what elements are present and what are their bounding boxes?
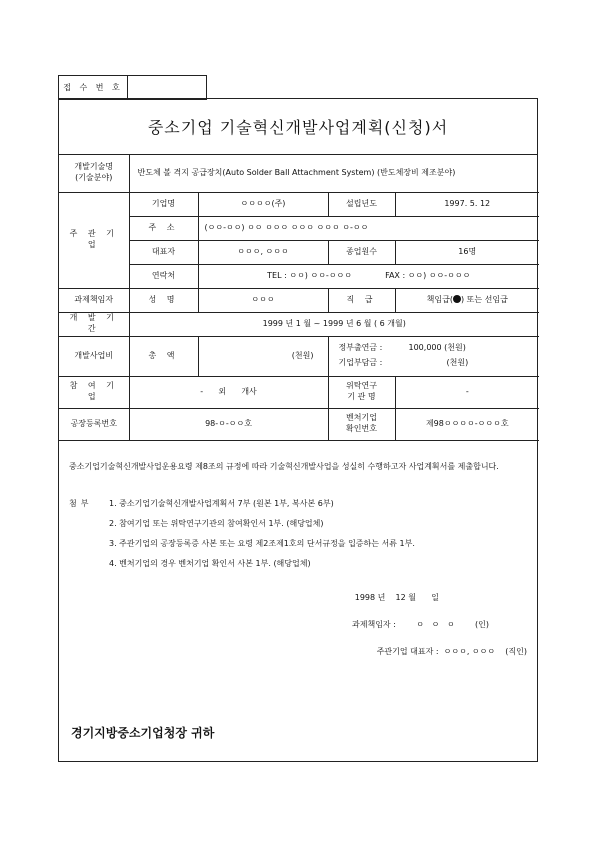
gov-fund-label: 정부출연금 : <box>338 343 383 353</box>
rank-value: 책임급( ) 또는 선임급 <box>395 288 539 312</box>
ceo-value[interactable]: ㅇㅇㅇ, ㅇㅇㅇ <box>198 240 328 264</box>
funding-breakdown <box>328 336 539 376</box>
cost-label: 개발사업비 <box>59 336 129 376</box>
form-title: 중소기업 기술혁신개발사업계획(신청)서 <box>59 99 537 155</box>
partner-label: 참 여 기 업 <box>59 376 129 408</box>
attachments-label: 첨부 <box>69 498 93 508</box>
total-value[interactable]: (천원) <box>198 336 328 376</box>
host-company-label: 주 관 기 업 <box>59 192 129 288</box>
tech-value[interactable]: 반도체 볼 격지 공급장치(Auto Solder Ball Attachment System) (반도체장비 제조분야) <box>129 155 539 192</box>
attachments <box>69 494 527 574</box>
statement-text: 중소기업기술혁신개발사업운용요령 제8조의 규정에 따라 기술혁신개발사업을 성실히 수행하고자 사업계획서를 제출합니다. <box>69 461 499 471</box>
corp-fund-label: 기업부담금 : <box>338 358 383 367</box>
founded-label: 설립년도 <box>328 192 395 216</box>
total-label: 총 액 <box>129 336 198 376</box>
fax-value[interactable]: FAX : ㅇㅇ) ㅇㅇ-ㅇㅇㅇ <box>385 270 471 280</box>
staff-label: 종업원수 <box>328 240 395 264</box>
partner-value[interactable]: - 외 개사 <box>129 376 328 408</box>
company-name-label: 기업명 <box>129 192 198 216</box>
founded-value[interactable]: 1997. 5. 12 <box>395 192 539 216</box>
factory-reg-label: 공장등록번호 <box>59 408 129 440</box>
period-value[interactable]: 1999 년 1 월 ~ 1999 년 6 월 ( 6 개월) <box>129 312 539 336</box>
info-table <box>59 155 539 441</box>
application-form <box>58 98 538 762</box>
receipt-number-label: 접 수 번 호 <box>59 76 128 100</box>
corp-fund-value[interactable]: (천원) <box>446 358 469 367</box>
address-label: 주 소 <box>129 216 198 240</box>
filled-circle-icon[interactable] <box>453 295 461 303</box>
receipt-number-box <box>58 75 207 100</box>
contact-label: 연락처 <box>129 264 198 288</box>
institution-value[interactable]: - <box>395 376 539 408</box>
form-body <box>59 456 537 657</box>
addressee: 경기지방중소기업청장 귀하 <box>71 726 215 740</box>
tech-label: 개발기술명 (기술분야) <box>59 155 129 192</box>
date-line[interactable]: 1998 년 12 월 일 <box>354 592 439 602</box>
project-manager-label: 과제책임자 <box>59 288 129 312</box>
attachment-item: 4. 벤처기업의 경우 벤처기업 확인서 사본 1부. (해당업체) <box>109 558 311 568</box>
period-label: 개 발 기 간 <box>59 312 129 336</box>
tech-row <box>59 155 539 192</box>
attachment-item: 1. 중소기업기술혁신개발사업계획서 7부 (원본 1부, 복사본 6부) <box>109 498 334 508</box>
institution-label: 위탁연구 기 관 명 <box>328 376 395 408</box>
signer-project-manager[interactable]: 과제책임자 : ㅇ ㅇ ㅇ (인) <box>352 619 489 629</box>
venture-value[interactable]: 제98ㅇㅇㅇㅇ-ㅇㅇㅇ호 <box>395 408 539 440</box>
tel-value[interactable]: TEL : ㅇㅇ) ㅇㅇ-ㅇㅇㅇ <box>267 270 352 280</box>
factory-reg-value[interactable]: 98-ㅇ-ㅇㅇ호 <box>129 408 328 440</box>
contact-value <box>198 264 539 288</box>
name-label: 성 명 <box>129 288 198 312</box>
attachment-item: 3. 주관기업의 공장등록증 사본 또는 요령 제2조제1호의 단서규정을 입증하는 서류 1부. <box>109 538 415 548</box>
gov-fund-value[interactable]: 100,000 (천원) <box>408 343 466 353</box>
ceo-label: 대표자 <box>129 240 198 264</box>
staff-value[interactable]: 16명 <box>395 240 539 264</box>
company-name-value[interactable]: ㅇㅇㅇㅇ(주) <box>198 192 328 216</box>
rank-label: 직 급 <box>328 288 395 312</box>
name-value[interactable]: ㅇㅇㅇ <box>198 288 328 312</box>
receipt-number-value[interactable] <box>128 76 207 100</box>
signer-representative[interactable]: 주관기업 대표자 : ㅇㅇㅇ, ㅇㅇㅇ (직인) <box>376 646 527 656</box>
address-value[interactable]: (ㅇㅇ-ㅇㅇ) ㅇㅇ ㅇㅇㅇ ㅇㅇㅇ ㅇㅇㅇ ㅇ-ㅇㅇ <box>198 216 539 240</box>
attachment-item: 2. 참여기업 또는 위탁연구기관의 참여확인서 1부. (해당업체) <box>109 518 324 528</box>
venture-label: 벤처기업 확인번호 <box>328 408 395 440</box>
